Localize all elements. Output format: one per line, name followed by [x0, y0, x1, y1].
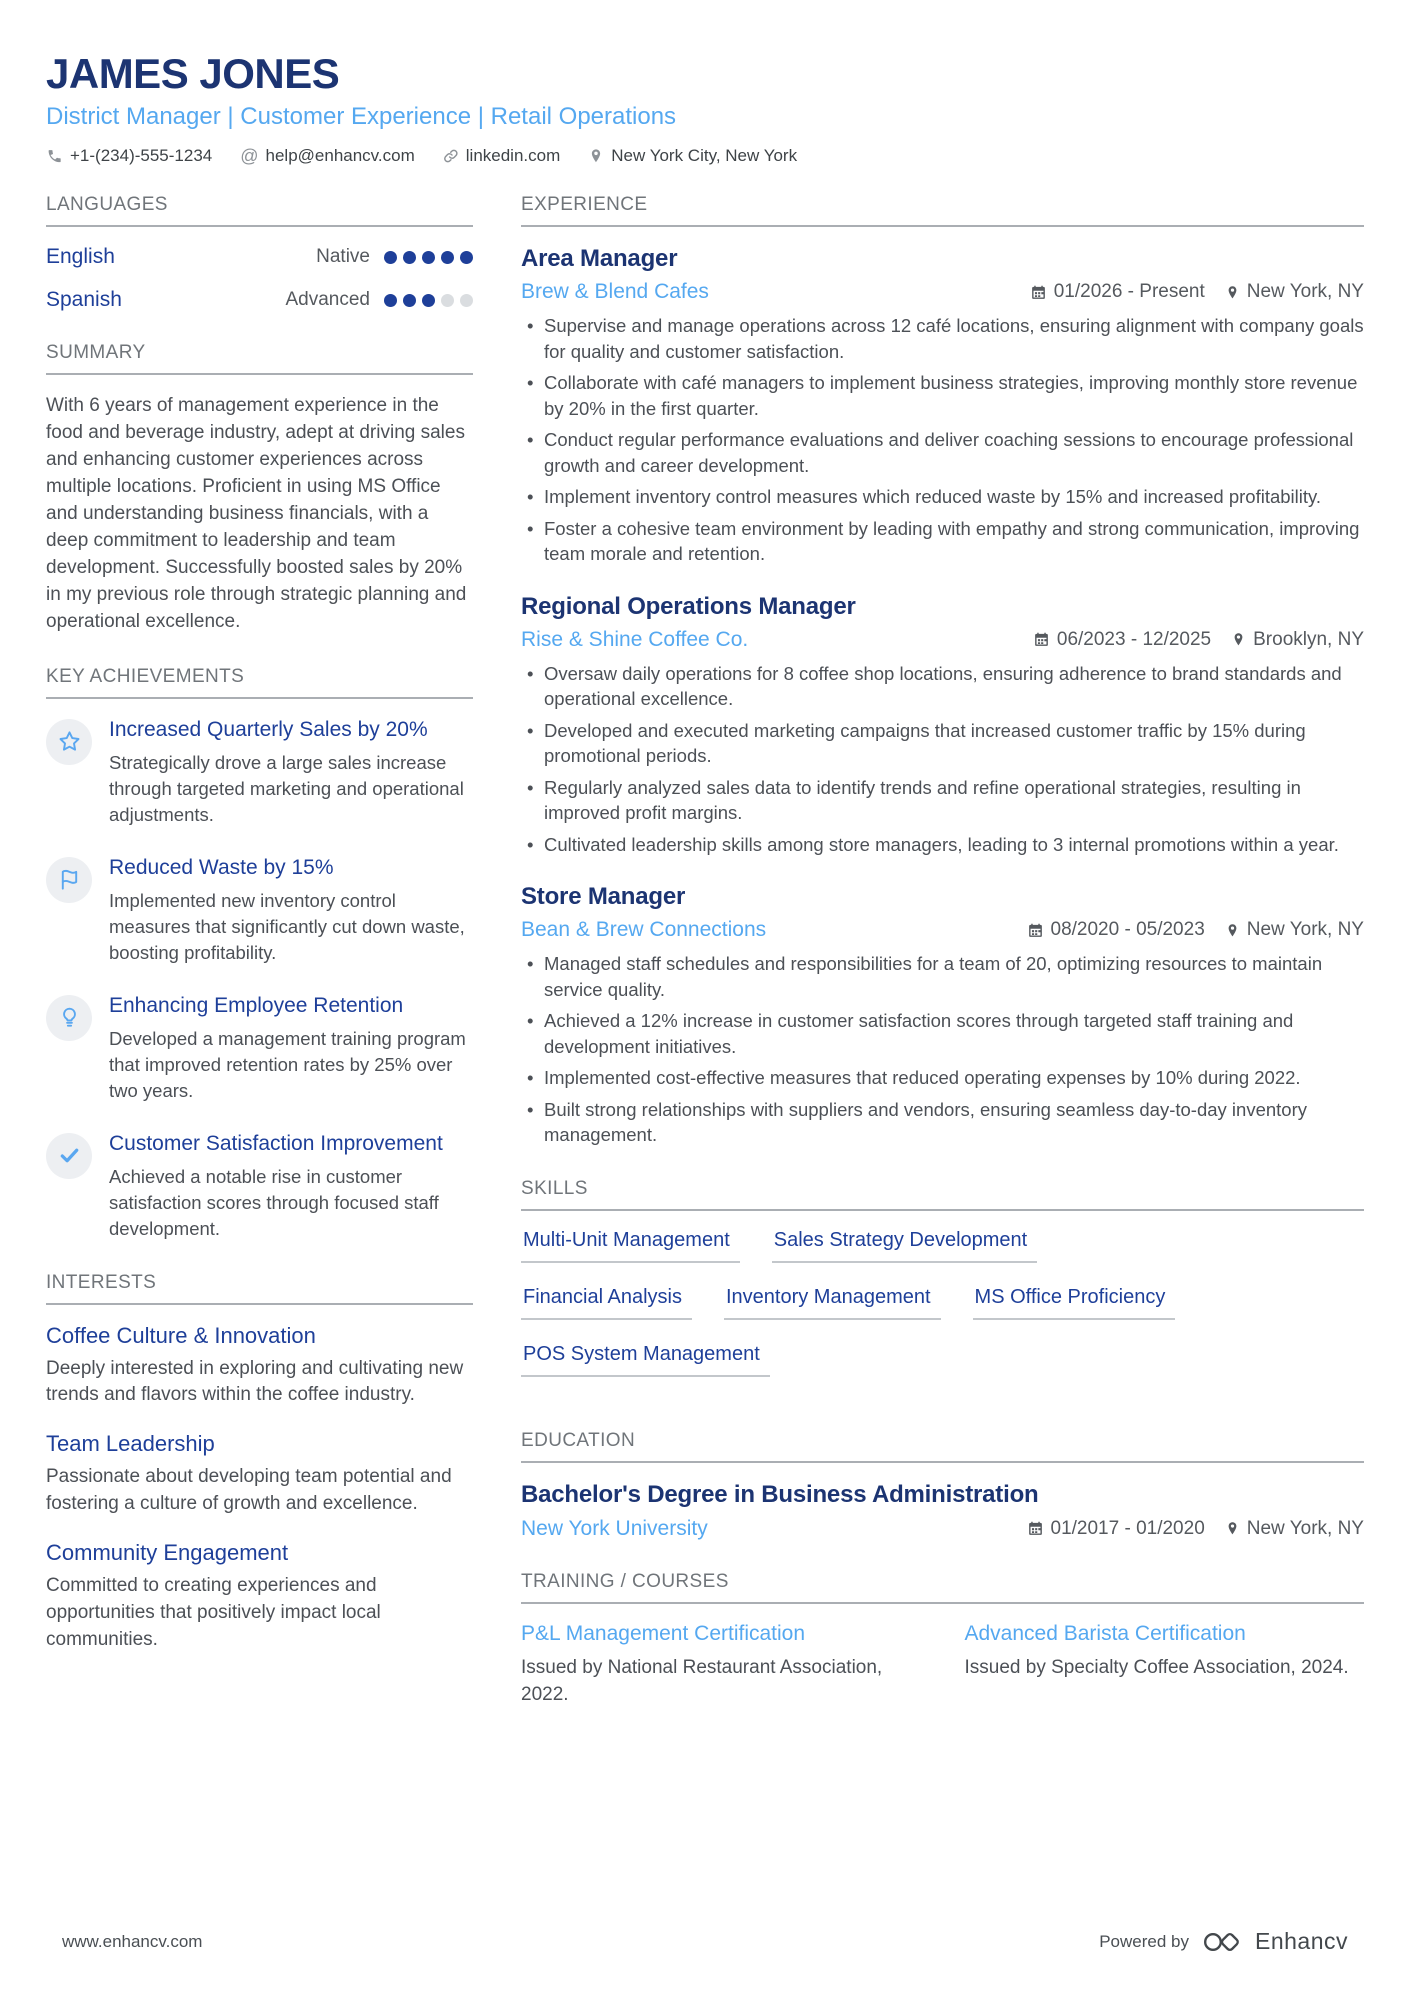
- email-contact[interactable]: [240, 146, 415, 166]
- phone-number: +1-(234)-555-1234: [70, 146, 213, 166]
- experience-section: [521, 194, 1364, 1148]
- skills-heading: SKILLS: [521, 1178, 1364, 1211]
- achievement-item: [46, 993, 473, 1104]
- linkedin-url[interactable]: linkedin.com: [465, 146, 561, 166]
- location-icon: [1225, 1521, 1240, 1536]
- education-location: New York, NY: [1225, 1518, 1364, 1540]
- footer-site-url: www.enhancv.com: [62, 1931, 203, 1951]
- achievement-text: Strategically drove a large sales increase through targeted marketing and operational adjustments.: [109, 752, 464, 825]
- achievement-text: Developed a management training program that improved retention rates by 25% over two years.: [109, 1027, 466, 1101]
- job-bullet: • Collaborate with café managers to implement business strategies, improving monthly store revenue by 20% in the first quarter.: [521, 370, 1364, 421]
- experience-heading: EXPERIENCE: [521, 194, 1364, 227]
- job-bullet: • Built strong relationships with suppliers and vendors, ensuring seamless day-to-day inventory management.: [521, 1097, 1364, 1148]
- key-achievements-section: [46, 666, 473, 1242]
- languages-section: [46, 194, 473, 312]
- education-heading: EDUCATION: [521, 1430, 1364, 1463]
- job-bullet: • Supervise and manage operations across 12 café locations, ensuring alignment with company goals for quality and customer satisfaction.: [521, 313, 1364, 364]
- skill-tag: POS System Management: [521, 1343, 770, 1377]
- interests-heading: INTERESTS: [46, 1272, 473, 1305]
- linkedin-contact[interactable]: [443, 146, 561, 166]
- location-icon: [1225, 923, 1240, 938]
- interest-title: Coffee Culture & Innovation: [46, 1322, 316, 1348]
- achievement-icon-circle: [46, 719, 92, 765]
- interest-text: Committed to creating experiences and opportunities that positively impact local communities.: [46, 1575, 381, 1651]
- achievement-item: [46, 1131, 473, 1242]
- job-bullet: • Regularly analyzed sales data to identify trends and refine operational strategies, resulting in improved profit margins.: [521, 775, 1364, 826]
- job-title: Regional Operations Manager: [521, 592, 856, 620]
- job-bullet: • Cultivated leadership skills among store managers, leading to 3 internal promotions within a year.: [521, 832, 1364, 858]
- interests-section: [46, 1272, 473, 1655]
- powered-by-enhancv[interactable]: [1099, 1928, 1348, 1955]
- page-footer: [46, 1928, 1364, 1961]
- language-name: Spanish: [46, 288, 122, 312]
- language-level: Native: [316, 246, 370, 268]
- interest-item: [46, 1540, 473, 1654]
- person-headline: District Manager | Customer Experience | Retail Operations: [46, 103, 677, 131]
- course-text: Issued by National Restaurant Association, 2022.: [521, 1656, 883, 1705]
- job-bullet: • Achieved a 12% increase in customer satisfaction scores through targeted staff training and development initiatives.: [521, 1008, 1364, 1059]
- skill-tag: Sales Strategy Development: [772, 1229, 1037, 1263]
- achievement-icon-circle: [46, 995, 92, 1041]
- job-bullets: [521, 951, 1364, 1148]
- achievement-item: [46, 717, 473, 828]
- language-level: Advanced: [285, 289, 370, 311]
- summary-heading: SUMMARY: [46, 342, 473, 375]
- job-bullets: [521, 313, 1364, 567]
- interest-title: Community Engagement: [46, 1540, 289, 1566]
- resume-header: [46, 52, 1364, 166]
- skill-tag: Inventory Management: [724, 1286, 941, 1320]
- achievement-text: Implemented new inventory control measures that significantly cut down waste, boosting profitability.: [109, 889, 465, 963]
- language-row: [46, 245, 473, 269]
- course-title: Advanced Barista Certification: [964, 1621, 1246, 1645]
- course-title: P&L Management Certification: [521, 1621, 806, 1645]
- calendar-icon: [1027, 922, 1044, 939]
- job-bullet: • Managed staff schedules and responsibilities for a team of 20, optimizing resources to maintain service quality.: [521, 951, 1364, 1002]
- job-location: Brooklyn, NY: [1231, 629, 1364, 651]
- skills-section: [521, 1178, 1364, 1400]
- location-text: New York City, New York: [611, 146, 798, 166]
- achievement-title: Increased Quarterly Sales by 20%: [109, 717, 428, 741]
- contact-row: [46, 146, 1364, 166]
- job-dates: 08/2020 - 05/2023: [1027, 919, 1205, 941]
- education-dates: 01/2017 - 01/2020: [1027, 1518, 1205, 1540]
- interest-text: Passionate about developing team potential and fostering a culture of growth and excellence.: [46, 1466, 452, 1515]
- achievement-item: [46, 855, 473, 966]
- location-icon: [1231, 632, 1246, 647]
- language-name: English: [46, 245, 115, 269]
- job-bullet: • Oversaw daily operations for 8 coffee shop locations, ensuring adherence to brand standards and operational excellence.: [521, 661, 1364, 712]
- job-bullet: • Implemented cost-effective measures that reduced operating expenses by 10% during 2022.: [521, 1065, 1364, 1091]
- company-name: Brew & Blend Cafes: [521, 280, 709, 304]
- achievement-icon-circle: [46, 1133, 92, 1179]
- calendar-icon: [1027, 1520, 1044, 1537]
- school-name: New York University: [521, 1516, 708, 1540]
- powered-by-label: Powered by: [1099, 1931, 1189, 1951]
- achievement-text: Achieved a notable rise in customer satisfaction scores through focused staff development.: [109, 1165, 439, 1239]
- achievement-title: Enhancing Employee Retention: [109, 993, 404, 1017]
- summary-section: [46, 342, 473, 636]
- job-bullet: • Foster a cohesive team environment by leading with empathy and strong communication, improving team morale and retention.: [521, 516, 1364, 567]
- phone-icon: [46, 148, 63, 165]
- star-icon: [58, 730, 81, 753]
- link-icon: [443, 148, 459, 164]
- education-section: [521, 1430, 1364, 1541]
- summary-text: With 6 years of management experience in the food and beverage industry, adept at driving sales and enhancing customer experiences across multiple locations. Proficient in using MS Office and understanding business financials, with a deep commitment to leadership and team development. Successfully boosted sales by 20% in my previous role through strategic planning and operational excellence.: [46, 395, 467, 632]
- experience-entry: [521, 883, 1364, 1148]
- language-proficiency-dots: [384, 294, 473, 307]
- enhancv-logo-icon: [1203, 1930, 1241, 1954]
- language-proficiency-dots: [384, 251, 473, 264]
- at-icon: @: [240, 146, 259, 167]
- language-row: [46, 288, 473, 312]
- languages-heading: LANGUAGES: [46, 194, 473, 227]
- flag-icon: [58, 868, 81, 891]
- job-title: Store Manager: [521, 883, 686, 911]
- job-location: New York, NY: [1225, 919, 1364, 941]
- training-section: [521, 1571, 1364, 1708]
- achievement-icon-circle: [46, 857, 92, 903]
- achievement-title: Reduced Waste by 15%: [109, 855, 334, 879]
- training-heading: TRAINING / COURSES: [521, 1571, 1364, 1604]
- experience-entry: [521, 593, 1364, 858]
- location-icon: [588, 148, 604, 164]
- degree-title: Bachelor's Degree in Business Administration: [521, 1480, 1039, 1508]
- interest-title: Team Leadership: [46, 1431, 215, 1457]
- achievements-heading: KEY ACHIEVEMENTS: [46, 666, 473, 699]
- job-dates: 01/2026 - Present: [1030, 281, 1205, 303]
- interest-item: [46, 1431, 473, 1518]
- lightbulb-icon: [58, 1006, 81, 1029]
- right-column: [521, 194, 1364, 1738]
- job-bullet: • Developed and executed marketing campaigns that increased customer traffic by 15% during promotional periods.: [521, 718, 1364, 769]
- achievement-title: Customer Satisfaction Improvement: [109, 1131, 443, 1155]
- skill-tag: Multi-Unit Management: [521, 1229, 740, 1263]
- left-column: [46, 194, 473, 1738]
- skill-tag: Financial Analysis: [521, 1286, 692, 1320]
- job-bullet: • Conduct regular performance evaluations and deliver coaching sessions to encourage professional growth and career development.: [521, 427, 1364, 478]
- interest-text: Deeply interested in exploring and cultivating new trends and flavors within the coffee industry.: [46, 1357, 464, 1406]
- interest-item: [46, 1323, 473, 1410]
- company-name: Rise & Shine Coffee Co.: [521, 627, 749, 651]
- skill-tag: MS Office Proficiency: [973, 1286, 1176, 1320]
- company-name: Bean & Brew Connections: [521, 918, 767, 942]
- email-address[interactable]: help@enhancv.com: [265, 146, 415, 166]
- phone-contact: [46, 146, 212, 166]
- enhancv-wordmark: Enhancv: [1254, 1928, 1348, 1954]
- job-bullets: [521, 661, 1364, 858]
- check-icon: [58, 1144, 81, 1167]
- job-title: Area Manager: [521, 245, 678, 273]
- person-name: JAMES JONES: [46, 50, 340, 97]
- job-location: New York, NY: [1225, 281, 1364, 303]
- experience-entry: [521, 245, 1364, 567]
- calendar-icon: [1030, 284, 1047, 301]
- course-item: [965, 1622, 1365, 1708]
- course-text: Issued by Specialty Coffee Association, 2024.: [964, 1656, 1349, 1678]
- job-bullet: • Implement inventory control measures which reduced waste by 15% and increased profitability.: [521, 484, 1364, 510]
- location-contact: [588, 146, 797, 166]
- location-icon: [1225, 285, 1240, 300]
- course-item: [521, 1622, 921, 1708]
- job-dates: 06/2023 - 12/2025: [1033, 629, 1211, 651]
- calendar-icon: [1033, 631, 1050, 648]
